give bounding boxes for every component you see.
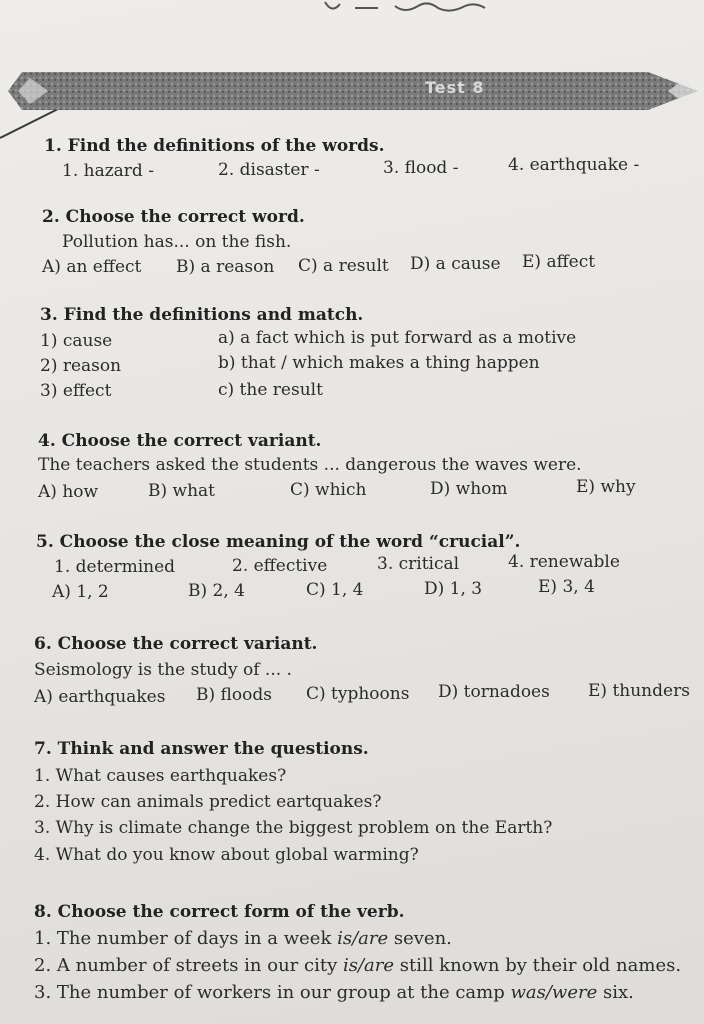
q2-option: C) a result — [298, 256, 389, 276]
q4-title: 4. Choose the correct variant. — [38, 431, 322, 451]
q6-option: A) earthquakes — [34, 687, 166, 707]
q2-option: E) affect — [522, 252, 596, 272]
q2-option: D) a cause — [410, 254, 501, 274]
q1-title: 1. Find the definitions of the words. — [44, 136, 385, 156]
q3-definition: b) that / which makes a thing happen — [218, 353, 540, 373]
q4-option: B) what — [148, 481, 215, 501]
q8-item — [34, 928, 452, 949]
q1-word: 1. hazard - — [62, 161, 154, 181]
q5-word: 4. renewable — [508, 552, 620, 572]
q8-item-text: 1. The number of days in a week — [34, 928, 338, 949]
q8-item-text: still known by their old names. — [394, 955, 682, 976]
q8-title: 8. Choose the correct form of the verb. — [34, 902, 405, 922]
q8-item — [34, 955, 681, 976]
q8-item-verb: was/were — [510, 982, 598, 1003]
q7-question: 2. How can animals predict eartquakes? — [34, 792, 382, 812]
q5-title: 5. Choose the close meaning of the word “crucial”. — [36, 532, 521, 552]
banner-test-label: Test 8 — [425, 78, 485, 97]
q1-word: 3. flood - — [383, 158, 459, 178]
q4-sentence: The teachers asked the students ... dangerous the waves were. — [38, 455, 582, 475]
q3-term: 2) reason — [40, 356, 122, 376]
q5-option: D) 1, 3 — [424, 579, 483, 599]
q3-term: 3) effect — [40, 381, 112, 401]
q6-option: B) floods — [196, 685, 272, 705]
q5-word: 1. determined — [54, 557, 176, 577]
q7-question: 3. Why is climate change the biggest problem on the Earth? — [34, 818, 553, 838]
q4-option: C) which — [290, 480, 367, 500]
header-banner — [8, 70, 698, 112]
q5-option: B) 2, 4 — [188, 581, 245, 601]
q3-term: 1) cause — [40, 331, 113, 351]
q1-word: 2. disaster - — [218, 160, 320, 180]
q4-option: D) whom — [430, 479, 508, 499]
q8-item-verb: is/are — [342, 955, 394, 976]
q5-option: E) 3, 4 — [538, 577, 595, 597]
q7-question: 1. What causes earthquakes? — [34, 766, 287, 786]
q6-option: E) thunders — [588, 681, 690, 701]
q2-title: 2. Choose the correct word. — [42, 207, 305, 227]
q6-option: D) tornadoes — [438, 682, 550, 702]
q6-title: 6. Choose the correct variant. — [34, 634, 318, 654]
q5-option: A) 1, 2 — [52, 582, 109, 602]
q7-question: 4. What do you know about global warming? — [34, 845, 419, 865]
q5-word: 3. critical — [377, 554, 460, 574]
q2-sentence: Pollution has... on the fish. — [62, 232, 292, 252]
q8-item — [34, 982, 634, 1003]
q8-item-text: seven. — [388, 928, 452, 949]
q2-option: A) an effect — [42, 257, 142, 277]
q5-word: 2. effective — [232, 556, 328, 576]
q6-sentence: Seismology is the study of ... . — [34, 660, 292, 680]
q7-title: 7. Think and answer the questions. — [34, 739, 369, 759]
q8-item-verb: is/are — [337, 928, 389, 949]
q4-option: E) why — [576, 477, 636, 497]
q3-definition: c) the result — [218, 380, 323, 400]
q2-option: B) a reason — [176, 257, 275, 277]
q3-definition: a) a fact which is put forward as a motive — [218, 328, 577, 348]
q4-option: A) how — [38, 482, 99, 502]
q8-item-text: 3. The number of workers in our group at the camp — [34, 982, 511, 1003]
q6-option: C) typhoons — [306, 684, 410, 704]
q8-item-text: 2. A number of streets in our city — [34, 955, 343, 976]
q8-item-text: six. — [597, 982, 634, 1003]
q3-title: 3. Find the definitions and match. — [40, 305, 364, 325]
q5-option: C) 1, 4 — [306, 580, 364, 600]
q1-word: 4. earthquake - — [508, 155, 640, 175]
